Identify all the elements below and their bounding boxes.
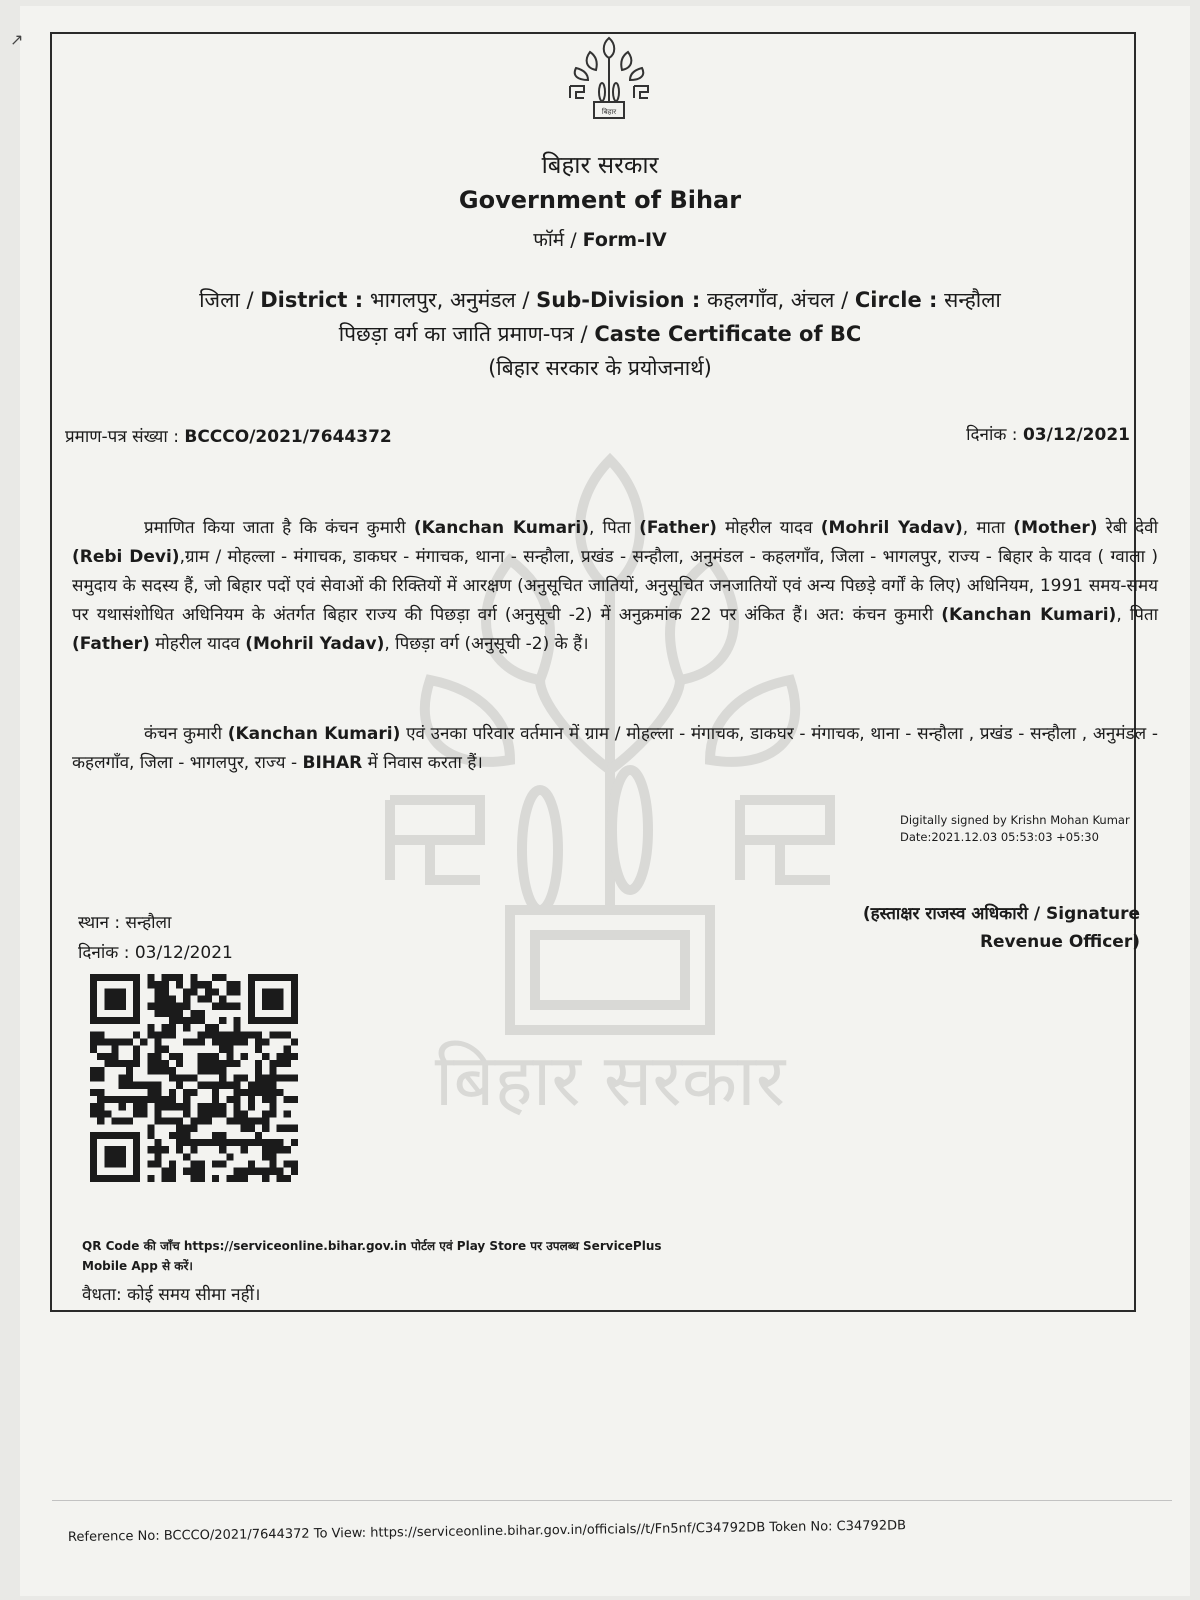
- district-label-hi: जिला /: [199, 288, 254, 312]
- certificate-date: [966, 422, 1130, 445]
- certificate-purpose: (बिहार सरकार के प्रयोजनार्थ): [488, 356, 712, 380]
- p1-mother-name-en: (Rebi Devi): [72, 547, 180, 567]
- form-english: Form-IV: [582, 229, 667, 251]
- qr-code[interactable]: [90, 974, 298, 1182]
- qr-note-line-1: QR Code की जाँच https://serviceonline.bihar.gov.in पोर्टल एवं Play Store पर उपलब्ध ServicePlus: [82, 1239, 662, 1253]
- p1-text: रेबी देवी: [1097, 518, 1158, 538]
- header-english-title: Government of Bihar: [458, 186, 742, 214]
- place-line: स्थान : सन्हौला: [78, 913, 172, 933]
- form-number: [0, 226, 1200, 252]
- p1-text: , माता: [962, 518, 1014, 538]
- place-date-block: [78, 908, 233, 968]
- cert-title-hi: पिछड़ा वर्ग का जाति प्रमाण-पत्र /: [338, 322, 588, 346]
- form-hindi: फॉर्म /: [533, 229, 577, 251]
- p1-text: , पिता: [589, 518, 640, 538]
- certificate-number: [65, 424, 392, 447]
- bihar-emblem-icon: [564, 34, 654, 120]
- circle-value: सन्हौला: [944, 288, 1001, 312]
- emblem-text: बिहार: [601, 108, 617, 116]
- p1-name-en: (Kanchan Kumari): [941, 605, 1117, 625]
- p1-text: , पिता: [1116, 605, 1158, 625]
- subdivision-value: कहलगाँव, अंचल /: [706, 288, 849, 312]
- signatory-block: [863, 900, 1140, 956]
- p1-mother-en: (Mother): [1013, 518, 1098, 538]
- subdivision-label: Sub-Division :: [536, 288, 701, 312]
- issue-date-line: दिनांक : 03/12/2021: [78, 943, 233, 963]
- qr-note-line-2: Mobile App से करें।: [82, 1259, 193, 1273]
- p1-father-en: (Father): [72, 634, 150, 654]
- certificate-paragraph-1: [72, 514, 1158, 659]
- p1-text: ,ग्राम / मोहल्ला - मंगाचक, डाकघर - मंगाचक, थाना - सन्हौला, प्रखंड - सन्हौला, अनुमंडल - कहलगाँव, जिला - भागलपुर, राज्य - बिहार के यादव ( ग्वाला ) समुदाय के सदस्य हैं, जो बिहार पदों एवं सेवाओं की रिक्तियों में आरक्षण (अनुसूचित जातियों, अनुसूचित जनजातियों एवं अन्य पिछड़े वर्गों के लिए) अधिनियम, 1991 समय-समय पर यथासंशोधित अधिनियम के अंतर्गत बिहार राज्य की पिछड़ा वर्ग (अनुसूची -2) में अनुक्रमांक 22 पर अंकित हैं। अत: कंचन कुमारी: [72, 547, 1159, 625]
- cert-number-label: प्रमाण-पत्र संख्या :: [65, 427, 179, 447]
- footer-divider: [52, 1500, 1172, 1501]
- p1-text: मोहरील यादव: [149, 634, 246, 654]
- p2-text: एवं उनका परिवार वर्तमान में ग्राम / मोहल्ला - मंगाचक, डाकघर - मंगाचक, थाना - सन्हौला , प्रखंड - सन्हौला , अनुमंडल - कहलगाँव, जिला - भागलपुर, राज्य -: [72, 724, 1158, 773]
- p2-text: कंचन कुमारी: [144, 724, 228, 744]
- district-value: भागलपुर, अनुमंडल /: [369, 288, 530, 312]
- p1-father-en: (Father): [639, 518, 717, 538]
- cert-title-en: Caste Certificate of BC: [594, 322, 862, 346]
- p1-father-name-en: (Mohril Yadav): [820, 518, 963, 538]
- corner-mark: ↗: [10, 30, 24, 49]
- p1-text: प्रमाणित किया जाता है कि कंचन कुमारी: [144, 518, 414, 538]
- district-line: [0, 286, 1200, 314]
- p1-text: मोहरील यादव: [716, 518, 821, 538]
- signatory-line-1: (हस्ताक्षर राजस्व अधिकारी / Signature: [862, 904, 1140, 924]
- p2-state-en: BIHAR: [302, 753, 363, 773]
- signatory-line-2: Revenue Officer): [979, 932, 1140, 952]
- validity-note: वैधता: कोई समय सीमा नहीं।: [82, 1285, 261, 1305]
- digital-signature-date: Date:2021.12.03 05:53:03 +05:30: [900, 830, 1099, 844]
- district-label-en: District :: [260, 288, 364, 312]
- certificate-paragraph-2: [72, 720, 1158, 778]
- cert-date-value: 03/12/2021: [1022, 425, 1130, 445]
- cert-date-label: दिनांक :: [966, 425, 1018, 445]
- header-hindi-title: बिहार सरकार: [541, 151, 659, 179]
- reference-footer: Reference No: BCCCO/2021/7644372 To View: https://serviceonline.bihar.gov.in/officials//t/Fn5nf/C34792DB Token No: C34792DB: [67, 1518, 907, 1545]
- digital-signature: [900, 812, 1130, 846]
- circle-label: Circle :: [854, 288, 938, 312]
- digital-signature-by: Digitally signed by Krishn Mohan Kumar: [900, 813, 1130, 827]
- p1-father-name-en: (Mohril Yadav): [245, 634, 385, 654]
- p2-text: में निवास करता हैं।: [362, 753, 483, 773]
- p1-text: , पिछड़ा वर्ग (अनुसूची -2) के हैं।: [384, 634, 589, 654]
- cert-number-value: BCCCO/2021/7644372: [184, 427, 392, 447]
- p2-name-en: (Kanchan Kumari): [227, 724, 401, 744]
- certificate-title: [0, 320, 1200, 348]
- qr-verification-note: [82, 1236, 802, 1276]
- p1-name-en: (Kanchan Kumari): [413, 518, 590, 538]
